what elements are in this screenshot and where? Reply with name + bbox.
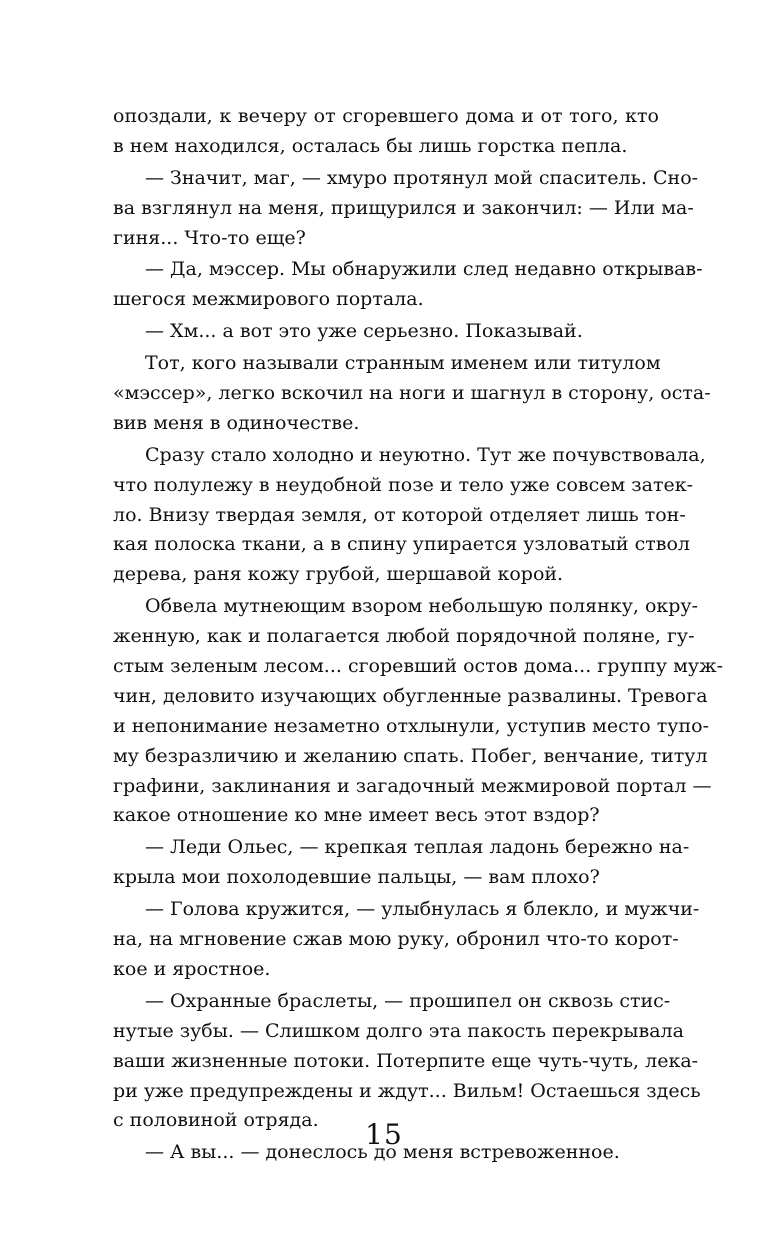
text-line: гиня... Что-то еще? <box>113 226 306 249</box>
paragraph <box>113 317 659 347</box>
paragraph <box>113 592 723 831</box>
text-line: крыла мои похолодевшие пальцы, — вам плохо? <box>113 866 600 889</box>
text-line: вив меня в одиночестве. <box>113 411 360 434</box>
page-number: 15 <box>365 1118 403 1151</box>
text-line: опоздали, к вечеру от сгоревшего дома и от того, кто <box>113 105 659 127</box>
paragraph <box>113 255 703 315</box>
text-line: ваши жизненные потоки. Потерпите еще чуть-чуть, лека- <box>113 1049 699 1072</box>
text-line: ри уже предупреждены и ждут... Вильм! Остаешься здесь <box>113 1079 701 1102</box>
text-line: — Леди Ольес, — крепкая теплая ладонь бережно на- <box>145 836 690 859</box>
paragraph <box>113 441 706 590</box>
text-line: что полулежу в неудобной позе и тело уже совсем затек- <box>113 473 694 496</box>
text-line: — А вы... — донеслось до меня встревоженное. <box>145 1141 620 1164</box>
text-line: ло. Внизу твердая земля, от которой отделяет лишь тон- <box>113 503 686 526</box>
text-line: стым зеленым лесом... сгоревший остов дома... группу муж- <box>113 655 723 678</box>
paragraph <box>113 895 700 985</box>
text-line: — Значит, маг, — хмуро протянул мой спаситель. Сно- <box>145 166 699 189</box>
paragraph <box>113 349 711 439</box>
text-line: — Да, мэссер. Мы обнаружили след недавно открывав- <box>145 258 703 281</box>
text-line: — Охранные браслеты, — прошипел он сквозь стис- <box>145 989 671 1012</box>
text-line: в нем находился, осталась бы лишь горстка пепла. <box>113 134 628 157</box>
text-line: на, на мгновение сжав мою руку, обронил что-то корот- <box>113 928 679 951</box>
text-line: дерева, раня кожу грубой, шершавой корой. <box>113 563 564 586</box>
text-line: Обвела мутнеющим взором небольшую полянку, окру- <box>145 595 699 618</box>
text-line: му безразличию и желанию спать. Побег, венчание, титул <box>113 744 708 767</box>
text-line: чин, деловито изучающих обугленные развалины. Тревога <box>113 684 708 707</box>
text-line: кое и яростное. <box>113 957 271 980</box>
text-line: Тот, кого называли странным именем или титулом <box>145 352 661 375</box>
text-line: «мэссер», легко вскочил на ноги и шагнул в сторону, оста- <box>113 382 711 405</box>
text-line: графини, заклинания и загадочный межмировой портал — <box>113 774 712 797</box>
paragraph <box>113 987 701 1136</box>
text-line: какое отношение ко мне имеет весь этот вздор? <box>113 804 600 827</box>
text-line: кая полоска ткани, а в спину упирается узловатый ствол <box>113 533 690 556</box>
text-line: ва взглянул на меня, прищурился и закончил: — Или ма- <box>113 196 694 219</box>
body-text <box>113 102 723 1170</box>
text-line: женную, как и полагается любой порядочной поляне, гу- <box>113 625 695 648</box>
text-line: с половиной отряда. <box>113 1109 319 1132</box>
text-line: — Хм... а вот это уже серьезно. Показывай. <box>145 320 583 343</box>
paragraph <box>113 164 699 254</box>
paragraph <box>113 833 690 893</box>
text-line: шегося межмирового портала. <box>113 288 424 311</box>
text-line: — Голова кружится, — улыбнулась я блекло, и мужчи- <box>145 898 700 921</box>
text-line: и непонимание незаметно отхлынули, уступив место тупо- <box>113 714 709 737</box>
text-line: Сразу стало холодно и неуютно. Тут же почувствовала, <box>145 443 706 466</box>
text-line: нутые зубы. — Слишком долго эта пакость перекрывала <box>113 1019 684 1042</box>
paragraph <box>113 102 659 162</box>
